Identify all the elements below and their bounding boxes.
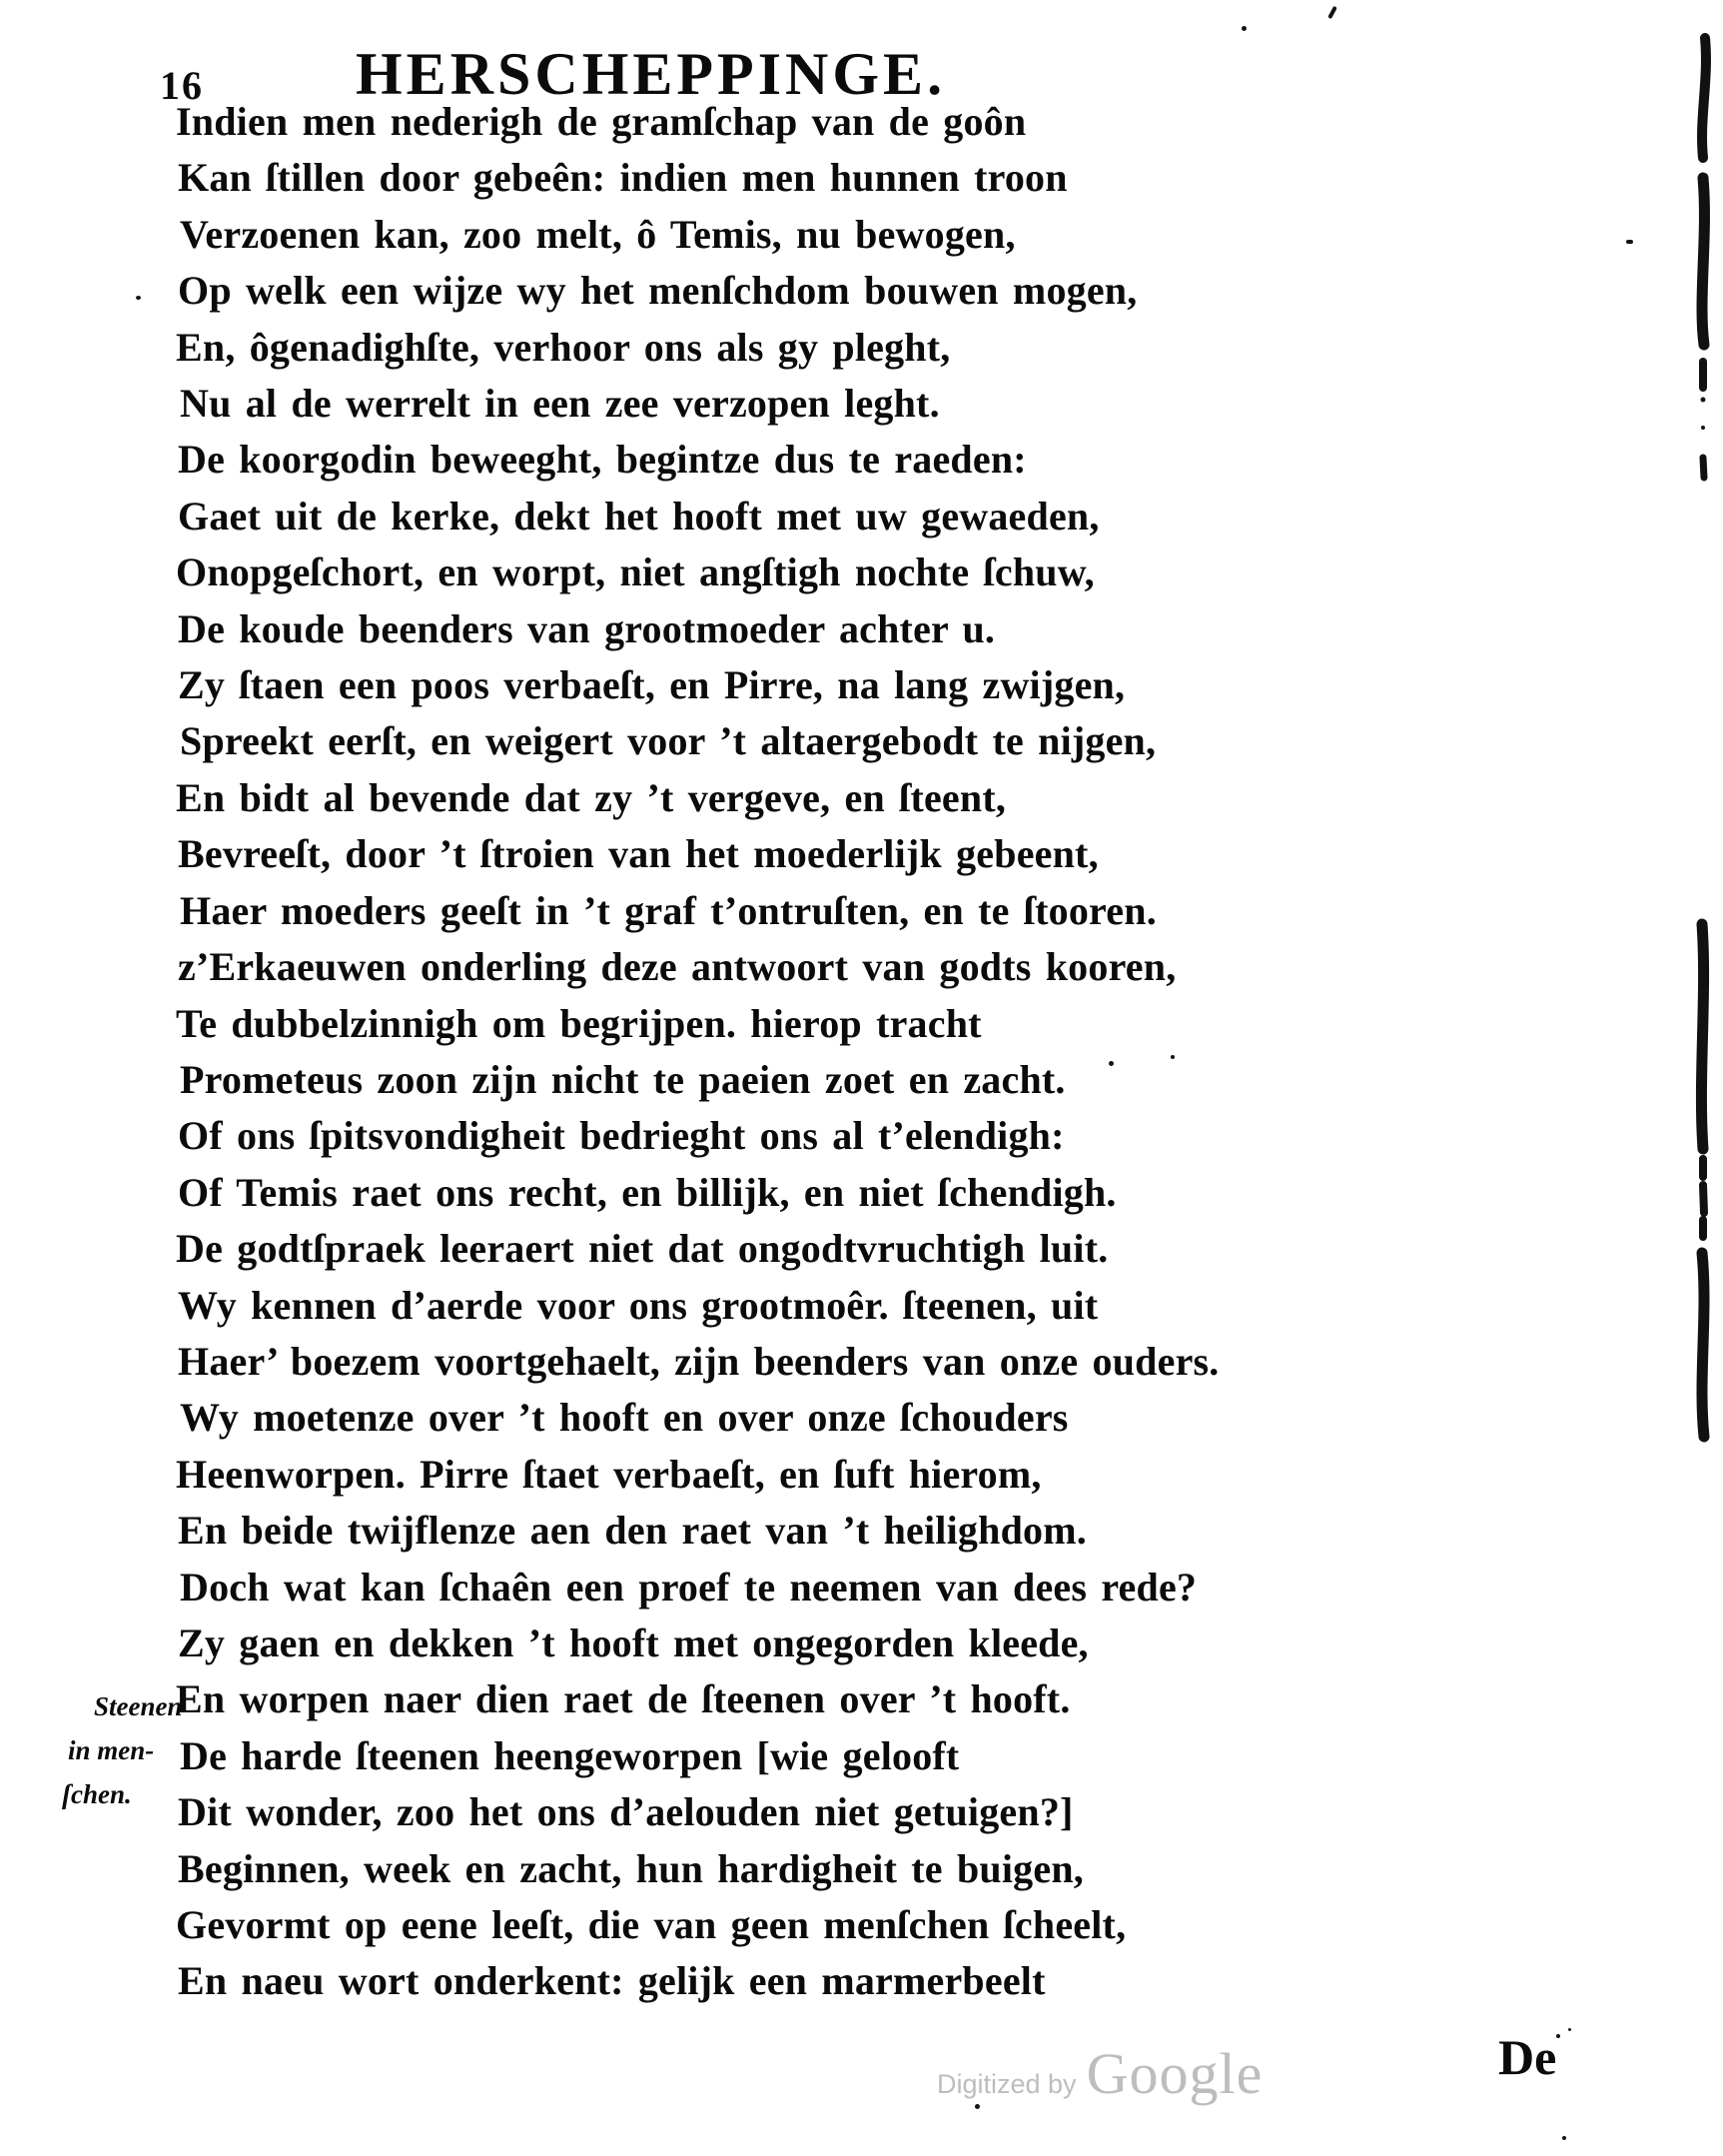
- poem-line: Gevormt op eene leeſt, die van geen menſchen ſcheelt,: [176, 1902, 1127, 1947]
- poem-line: Doch wat kan ſchaên een proef te neemen van dees rede?: [180, 1564, 1198, 1610]
- margin-note-line: ſchen.: [62, 1779, 132, 1809]
- poem-line: Onopgeſchort, en worpt, niet angſtigh nochte ſchuw,: [176, 549, 1095, 595]
- poem-line: En, ôgenadighſte, verhoor ons als gy pleght,: [176, 324, 951, 370]
- poem-line: z’Erkaeuwen onderling deze antwoort van godts kooren,: [178, 944, 1177, 990]
- catchword: De: [1498, 2029, 1557, 2085]
- margin-note: [58, 1684, 228, 1816]
- poem-line: Of ons ſpitsvondigheit bedrieght ons al t’elendigh:: [178, 1113, 1065, 1159]
- poem-line: En worpen naer dien raet de ſteenen over ’t hooft.: [176, 1676, 1071, 1722]
- poem-line: Zy gaen en dekken ’t hooft met ongegorden kleede,: [178, 1619, 1089, 1665]
- google-logo: Google: [1086, 2041, 1264, 2106]
- poem-line: Bevreeſt, door ’t ſtroien van het moederlijk gebeent,: [178, 831, 1099, 877]
- scan-edge-artifact: [1690, 0, 1716, 2156]
- poem-line: Nu al de werrelt in een zee verzopen leght.: [180, 381, 940, 427]
- scan-speck: [1171, 1055, 1175, 1059]
- poem-line: Haer’ boezem voortgehaelt, zijn beenders van onze ouders.: [178, 1338, 1220, 1384]
- poem-line: Gaet uit de kerke, dekt het hooft met uw gewaeden,: [178, 493, 1100, 539]
- poem-line: Te dubbelzinnigh om begrijpen. hierop tracht: [176, 1000, 982, 1046]
- poem-line: Beginnen, week en zacht, hun hardigheit te buigen,: [178, 1845, 1084, 1891]
- poem-line: En beide twijflenze aen den raet van ’t heilighdom.: [178, 1508, 1087, 1554]
- page-number: 16: [160, 63, 204, 108]
- poem-line: Zy ſtaen een poos verbaeſt, en Pirre, na lang zwijgen,: [178, 662, 1126, 708]
- poem-line: De harde ſteenen heengeworpen [wie gelooft: [180, 1732, 960, 1778]
- poem-line: Kan ſtillen door gebeên: indien men hunnen troon: [178, 155, 1068, 201]
- poem-line: Spreekt eerſt, en weigert voor ’t altaergebodt te nijgen,: [180, 718, 1157, 764]
- poem-line: Wy moetenze over ’t hooft en over onze ſchouders: [180, 1395, 1069, 1441]
- watermark-prefix: Digitized by: [937, 2069, 1077, 2099]
- poem-line: En naeu wort onderkent: gelijk een marmerbeelt: [178, 1958, 1046, 2004]
- poem-line: Heenworpen. Pirre ſtaet verbaeſt, en ſuft hierom,: [176, 1451, 1042, 1497]
- margin-note-line: Steenen: [94, 1691, 183, 1721]
- poem-line: De godtſpraek leeraert niet dat ongodtvruchtigh luit.: [176, 1226, 1109, 1272]
- poem-line: Op welk een wijze wy het menſchdom bouwen mogen,: [178, 268, 1138, 314]
- poem-text: [178, 94, 1376, 2010]
- poem-line: Verzoenen kan, zoo melt, ô Temis, nu bewogen,: [180, 211, 1016, 257]
- running-title: HERSCHEPPINGE.: [356, 41, 947, 107]
- scan-speck: [1327, 6, 1337, 19]
- poem-line: Dit wonder, zoo het ons d’aelouden niet getuigen?]: [178, 1789, 1074, 1835]
- scan-speck: [1556, 2034, 1560, 2038]
- margin-note-line: in men-: [68, 1735, 155, 1765]
- poem-line: De koude beenders van grootmoeder achter u.: [178, 605, 996, 651]
- scan-speck: [1568, 2028, 1571, 2031]
- poem-line: Prometeus zoon zijn nicht te paeien zoet en zacht.: [180, 1056, 1066, 1102]
- poem-line: Wy kennen d’aerde voor ons grootmoêr. ſteenen, uit: [178, 1282, 1099, 1328]
- poem-line: Of Temis raet ons recht, en billijk, en niet ſchendigh.: [178, 1169, 1117, 1215]
- scan-speck: [136, 296, 141, 300]
- scan-speck: [1242, 26, 1247, 31]
- scan-speck: [1562, 2136, 1566, 2140]
- poem-line: Indien men nederigh de gramſchap van de goôn: [176, 99, 1027, 144]
- poem-line: Haer moeders geeſt in ’t graf t’ontruſten, en te ſtooren.: [180, 887, 1157, 933]
- scan-speck: [1109, 1061, 1114, 1066]
- poem-line: En bidt al bevende dat zy ’t vergeve, en ſteent,: [176, 774, 1007, 820]
- poem-line: De koorgodin beweeght, begintze dus te raeden:: [178, 437, 1027, 483]
- google-watermark: [937, 2040, 1263, 2107]
- scan-speck: [1626, 240, 1633, 244]
